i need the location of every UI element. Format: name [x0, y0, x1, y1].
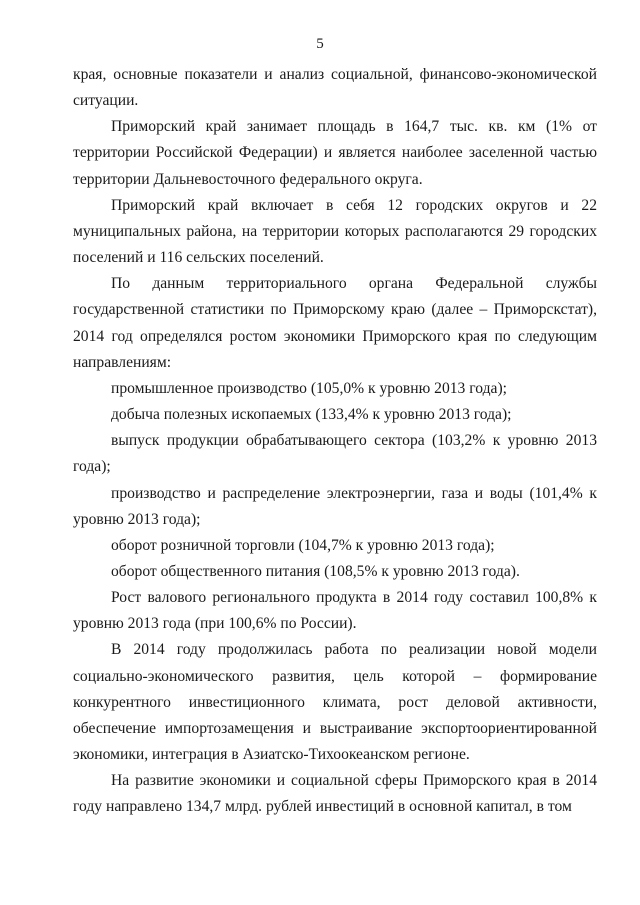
paragraph-investments: На развитие экономики и социальной сферы Приморского края в 2014 году направлено 134,7 млрд. рублей инвестиций в основной капитал, в том	[73, 772, 597, 816]
body-text	[73, 62, 597, 821]
paragraph-statistics: По данным территориального органа Федеральной службы государственной статистики по Приморскому краю (далее – Приморскстат), 2014 год определялся ростом экономики Приморского края по следующим направлениям:	[73, 275, 597, 371]
paragraph-grp: Рост валового регионального продукта в 2014 году составил 100,8% к уровню 2013 года (при 100,6% по России).	[73, 589, 597, 633]
list-item-mining: добыча полезных ископаемых (133,4% к уровню 2013 года);	[111, 406, 512, 424]
paragraph-intro-continuation: края, основные показатели и анализ социальной, финансово-экономической ситуации.	[73, 66, 597, 110]
list-item-retail: оборот розничной торговли (104,7% к уровню 2013 года);	[111, 536, 495, 554]
list-item-utilities: производство и распределение электроэнергии, газа и воды (101,4% к уровню 2013 года);	[73, 484, 597, 528]
paragraph-municipalities: Приморский край включает в себя 12 городских округов и 22 муниципальных района, на территории которых располагаются 29 городских поселений и 116 сельских поселений.	[73, 196, 597, 267]
list-item-manufacturing: выпуск продукции обрабатывающего сектора (103,2% к уровню 2013 года);	[73, 432, 597, 476]
list-item-catering: оборот общественного питания (108,5% к уровню 2013 года).	[111, 562, 520, 580]
paragraph-development-model: В 2014 году продолжилась работа по реализации новой модели социально-экономического развития, цель которой – формирование конкурентного инвестиционного климата, рост деловой активности, обеспечение импортозамещения и выстраивание экспортоориентированной экономики, интеграция в Азиатско-Тихоокеанском регионе.	[73, 641, 597, 764]
paragraph-area: Приморский край занимает площадь в 164,7 тыс. кв. км (1% от территории Российской Федерации) и является наиболее заселенной частью территории Дальневосточного федерального округа.	[73, 118, 597, 188]
page-number: 5	[316, 36, 324, 52]
list-item-industrial-production: промышленное производство (105,0% к уровню 2013 года);	[111, 379, 507, 397]
